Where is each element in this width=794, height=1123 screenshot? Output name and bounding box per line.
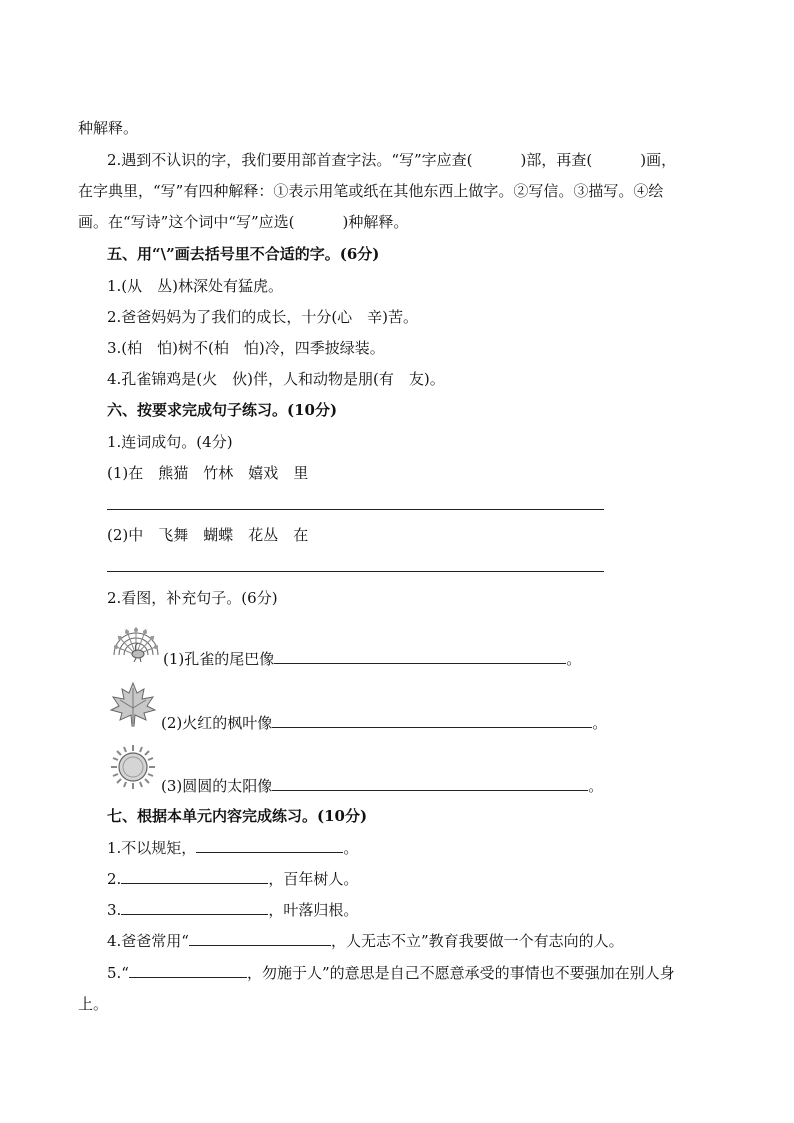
s5-item-2[interactable]: 2.爸爸妈妈为了我们的成长，十分(心 辛)苦。 (107, 308, 419, 326)
pic-end-2: 。 (592, 714, 608, 732)
pic-text-1: (1)孔雀的尾巴像 (163, 650, 275, 668)
s7-q1-blank[interactable] (196, 838, 343, 853)
s4-q2-text-a: 2.遇到不认识的字，我们要用部首查字法。“写”字应查( (107, 151, 473, 169)
s7-q1-b: 。 (343, 839, 359, 857)
s5-item-4[interactable]: 4.孔雀锦鸡是(火 伙)伴，人和动物是朋(有 友)。 (107, 370, 445, 388)
pic-answer-2[interactable] (272, 713, 592, 728)
s4-tail: 种解释。 (78, 119, 139, 137)
s7-q2 (107, 869, 358, 889)
s7-q3-b: ，叶落归根。 (268, 901, 359, 919)
s4-q2-line3-b: )种解释。 (342, 213, 409, 231)
pic-text-2: (2)火红的枫叶像 (161, 714, 273, 732)
s4-q2-line1 (107, 150, 676, 170)
s7-q2-a: 2. (107, 870, 122, 888)
s4-q2-line3 (78, 212, 408, 232)
pic-sentence-1 (163, 649, 581, 669)
s7-q3-blank[interactable] (121, 900, 268, 915)
s7-q2-blank[interactable] (121, 869, 268, 884)
s5-title: 五、用“\”画去括号里不合适的字。(6分) (107, 245, 380, 263)
s4-q2-text-c: )画， (640, 151, 677, 169)
s7-q5-c: 上。 (78, 995, 109, 1013)
peacock-icon (108, 621, 164, 663)
s7-q4 (107, 931, 624, 951)
pic-text-3: (3)圆圆的太阳像 (161, 777, 273, 795)
pic-sentence-2 (161, 713, 607, 733)
s5-item-3[interactable]: 3.(柏 怕)树不(柏 怕)冷，四季披绿装。 (107, 339, 385, 357)
s7-q2-b: ，百年树人。 (268, 870, 359, 888)
s4-q2-line2: 在字典里，“写”有四种解释：①表示用笔或纸在其他东西上做字。②写信。③描写。④绘 (78, 182, 664, 200)
s7-q5 (107, 963, 675, 983)
s7-q5-a: 5.“ (107, 964, 129, 982)
s7-q1-a: 1.不以规矩， (107, 839, 197, 857)
maple-leaf-icon (108, 680, 158, 728)
s7-title: 七、根据本单元内容完成练习。(10分) (107, 807, 368, 825)
s6-q2: 2.看图，补充句子。(6分) (107, 589, 278, 607)
s7-q4-b: ，人无志不立”教育我要做一个有志向的人。 (330, 932, 624, 950)
answer-line-2[interactable] (107, 571, 604, 572)
pic-answer-1[interactable] (274, 649, 566, 664)
s4-q2-line3-a: 画。在“写诗”这个词中“写”应选( (78, 213, 295, 231)
s7-q5-blank[interactable] (129, 963, 247, 978)
pic-end-1: 。 (566, 650, 582, 668)
s7-q4-blank[interactable] (189, 931, 331, 946)
s6-title: 六、按要求完成句子练习。(10分) (107, 401, 338, 419)
pic-sentence-3 (161, 776, 603, 796)
s5-item-1[interactable]: 1.(从 丛)林深处有猛虎。 (107, 277, 284, 295)
s6-q1: 1.连词成句。(4分) (107, 433, 233, 451)
s7-q4-a: 4.爸爸常用“ (107, 932, 189, 950)
s6-q1-b: (2)中 飞舞 蝴蝶 花丛 在 (107, 526, 309, 544)
s7-q5-b: ，勿施于人”的意思是自己不愿意承受的事情也不要强加在别人身 (246, 964, 675, 982)
s7-q3-a: 3. (107, 901, 122, 919)
s7-q1 (107, 838, 358, 858)
pic-end-3: 。 (588, 777, 604, 795)
pic-answer-3[interactable] (272, 776, 588, 791)
s7-q3 (107, 900, 358, 920)
s4-q2-text-b: )部，再查( (520, 151, 593, 169)
sun-icon (107, 743, 159, 791)
answer-line-1[interactable] (107, 509, 604, 510)
s6-q1-a: (1)在 熊猫 竹林 嬉戏 里 (107, 464, 309, 482)
